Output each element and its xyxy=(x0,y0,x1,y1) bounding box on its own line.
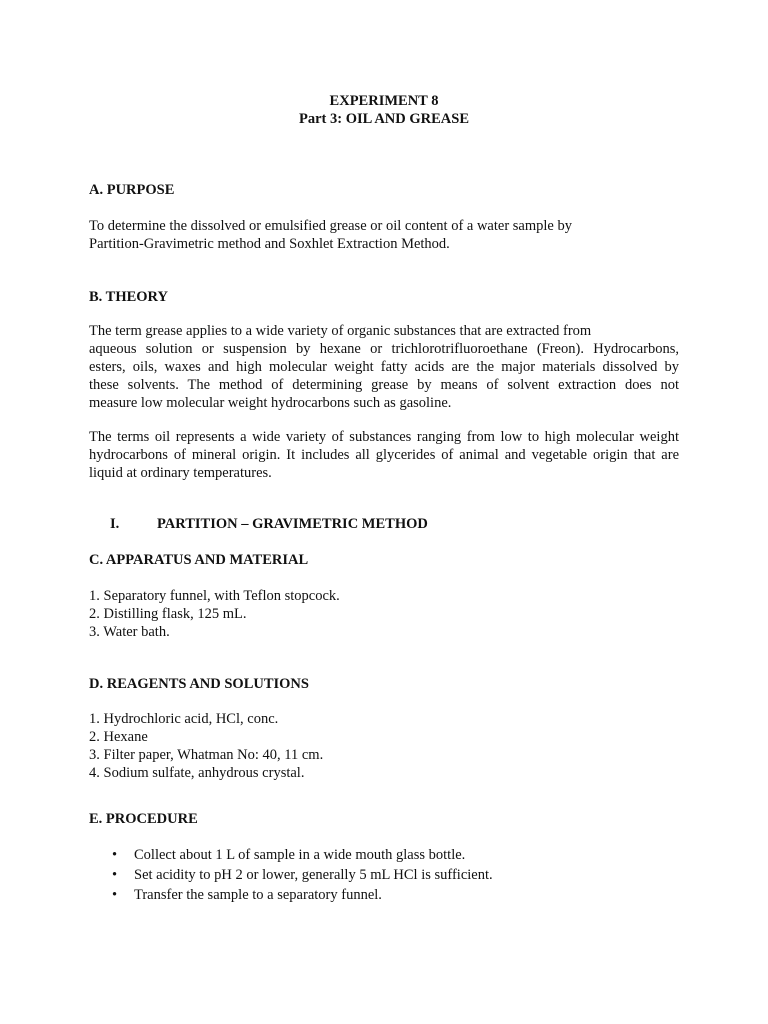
method-title: PARTITION – GRAVIMETRIC METHOD xyxy=(157,516,428,532)
bullet-item xyxy=(112,865,493,885)
paragraph-line: esters, oils, waxes and high molecular weight fatty acids are the major materials dissolved by xyxy=(89,359,679,375)
apparatus-heading: C. APPARATUS AND MATERIAL xyxy=(89,552,309,568)
bullet-text: Set acidity to pH 2 or lower, generally 5 mL HCl is sufficient. xyxy=(134,867,493,883)
purpose-heading: A. PURPOSE xyxy=(89,182,175,198)
part-title: Part 3: OIL AND GREASE xyxy=(299,111,469,127)
paragraph-line: these solvents. The method of determining grease by means of solvent extraction does not xyxy=(89,377,679,393)
paragraph-line: The term grease applies to a wide variety of organic substances that are extracted from xyxy=(89,323,592,339)
reagents-heading: D. REAGENTS AND SOLUTIONS xyxy=(89,676,309,692)
list-item: 2. Distilling flask, 125 mL. xyxy=(89,606,247,622)
reagents-list xyxy=(89,710,323,782)
paragraph-line: To determine the dissolved or emulsified grease or oil content of a water sample by xyxy=(89,218,572,234)
purpose-paragraph xyxy=(89,217,679,253)
list-item: 1. Separatory funnel, with Teflon stopcock. xyxy=(89,588,340,604)
list-item: 4. Sodium sulfate, anhydrous crystal. xyxy=(89,765,305,781)
method-number: I. xyxy=(110,516,120,532)
procedure-heading: E. PROCEDURE xyxy=(89,811,198,827)
experiment-title: EXPERIMENT 8 xyxy=(329,93,439,109)
procedure-list xyxy=(112,845,493,905)
paragraph-line: The terms oil represents a wide variety of substances ranging from low to high molecular weight xyxy=(89,429,679,445)
theory-paragraph-1 xyxy=(89,322,679,412)
list-item: 3. Filter paper, Whatman No: 40, 11 cm. xyxy=(89,747,324,763)
method-heading xyxy=(110,515,428,533)
list-item: 2. Hexane xyxy=(89,729,148,745)
paragraph-line: hydrocarbons of mineral origin. It includes all glycerides of animal and vegetable origin that are xyxy=(89,447,679,463)
paragraph-line: liquid at ordinary temperatures. xyxy=(89,465,272,481)
bullet-icon: • xyxy=(112,847,118,863)
list-item: 3. Water bath. xyxy=(89,624,170,640)
bullet-text: Collect about 1 L of sample in a wide mouth glass bottle. xyxy=(134,847,466,863)
paragraph-line: measure low molecular weight hydrocarbons such as gasoline. xyxy=(89,395,452,411)
apparatus-list xyxy=(89,587,340,641)
paragraph-line: aqueous solution or suspension by hexane or trichlorotrifluoroethane (Freon). Hydrocarbons, xyxy=(89,341,679,357)
bullet-item xyxy=(112,885,493,905)
bullet-text: Transfer the sample to a separatory funnel. xyxy=(134,887,382,903)
bullet-item xyxy=(112,845,493,865)
bullet-icon: • xyxy=(112,867,118,883)
paragraph-line: Partition-Gravimetric method and Soxhlet Extraction Method. xyxy=(89,236,450,252)
theory-heading: B. THEORY xyxy=(89,289,168,305)
list-item: 1. Hydrochloric acid, HCl, conc. xyxy=(89,711,279,727)
bullet-icon: • xyxy=(112,887,118,903)
theory-paragraph-2 xyxy=(89,428,679,482)
